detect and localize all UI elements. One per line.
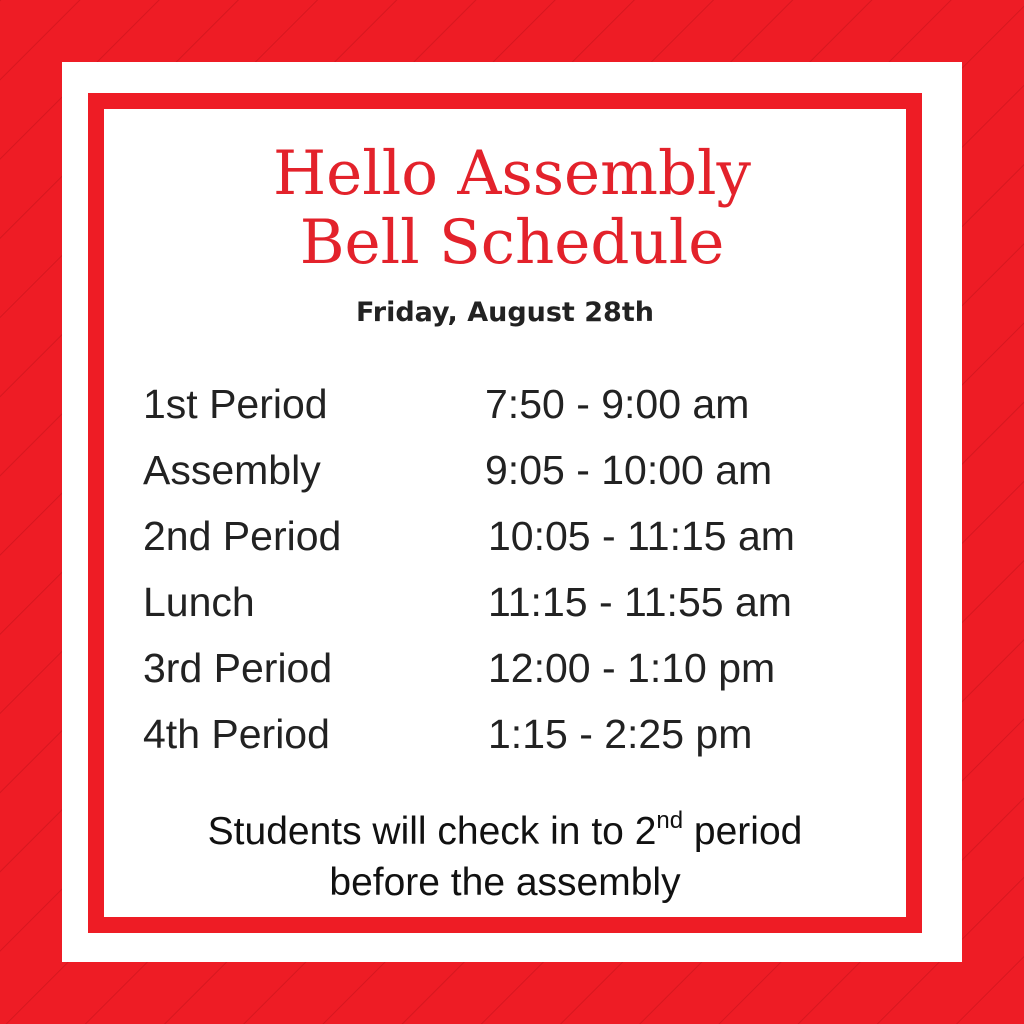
note-superscript: nd bbox=[656, 807, 684, 834]
period-time: 12:00 - 1:10 pm bbox=[488, 645, 776, 691]
check-in-note-line-1 bbox=[0, 807, 1010, 862]
title-line-2: Bell Schedule bbox=[299, 207, 725, 278]
note-text-before: Students will check in to 2 bbox=[207, 810, 657, 853]
schedule-row bbox=[0, 579, 1024, 645]
period-time: 10:05 - 11:15 am bbox=[488, 513, 795, 559]
note-text-after: period bbox=[683, 810, 803, 853]
schedule-row bbox=[0, 381, 1024, 447]
period-time: 11:15 - 11:55 am bbox=[488, 579, 792, 625]
period-time: 1:15 - 2:25 pm bbox=[488, 711, 753, 757]
period-name: 2nd Period bbox=[143, 513, 342, 559]
schedule-date: Friday, August 28th bbox=[356, 297, 654, 328]
schedule-row bbox=[0, 447, 1024, 513]
schedule-row bbox=[0, 645, 1024, 711]
period-name: Assembly bbox=[143, 447, 321, 493]
period-name: 1st Period bbox=[143, 381, 328, 427]
period-name: 4th Period bbox=[143, 711, 330, 757]
period-name: 3rd Period bbox=[143, 645, 333, 691]
schedule-row bbox=[0, 513, 1024, 579]
period-time: 7:50 - 9:00 am bbox=[485, 381, 750, 427]
schedule-row bbox=[0, 711, 1024, 777]
period-time: 9:05 - 10:00 am bbox=[485, 447, 773, 493]
check-in-note-line-2: before the assembly bbox=[329, 861, 681, 904]
title-line-1: Hello Assembly bbox=[272, 138, 752, 209]
period-name: Lunch bbox=[143, 579, 255, 625]
